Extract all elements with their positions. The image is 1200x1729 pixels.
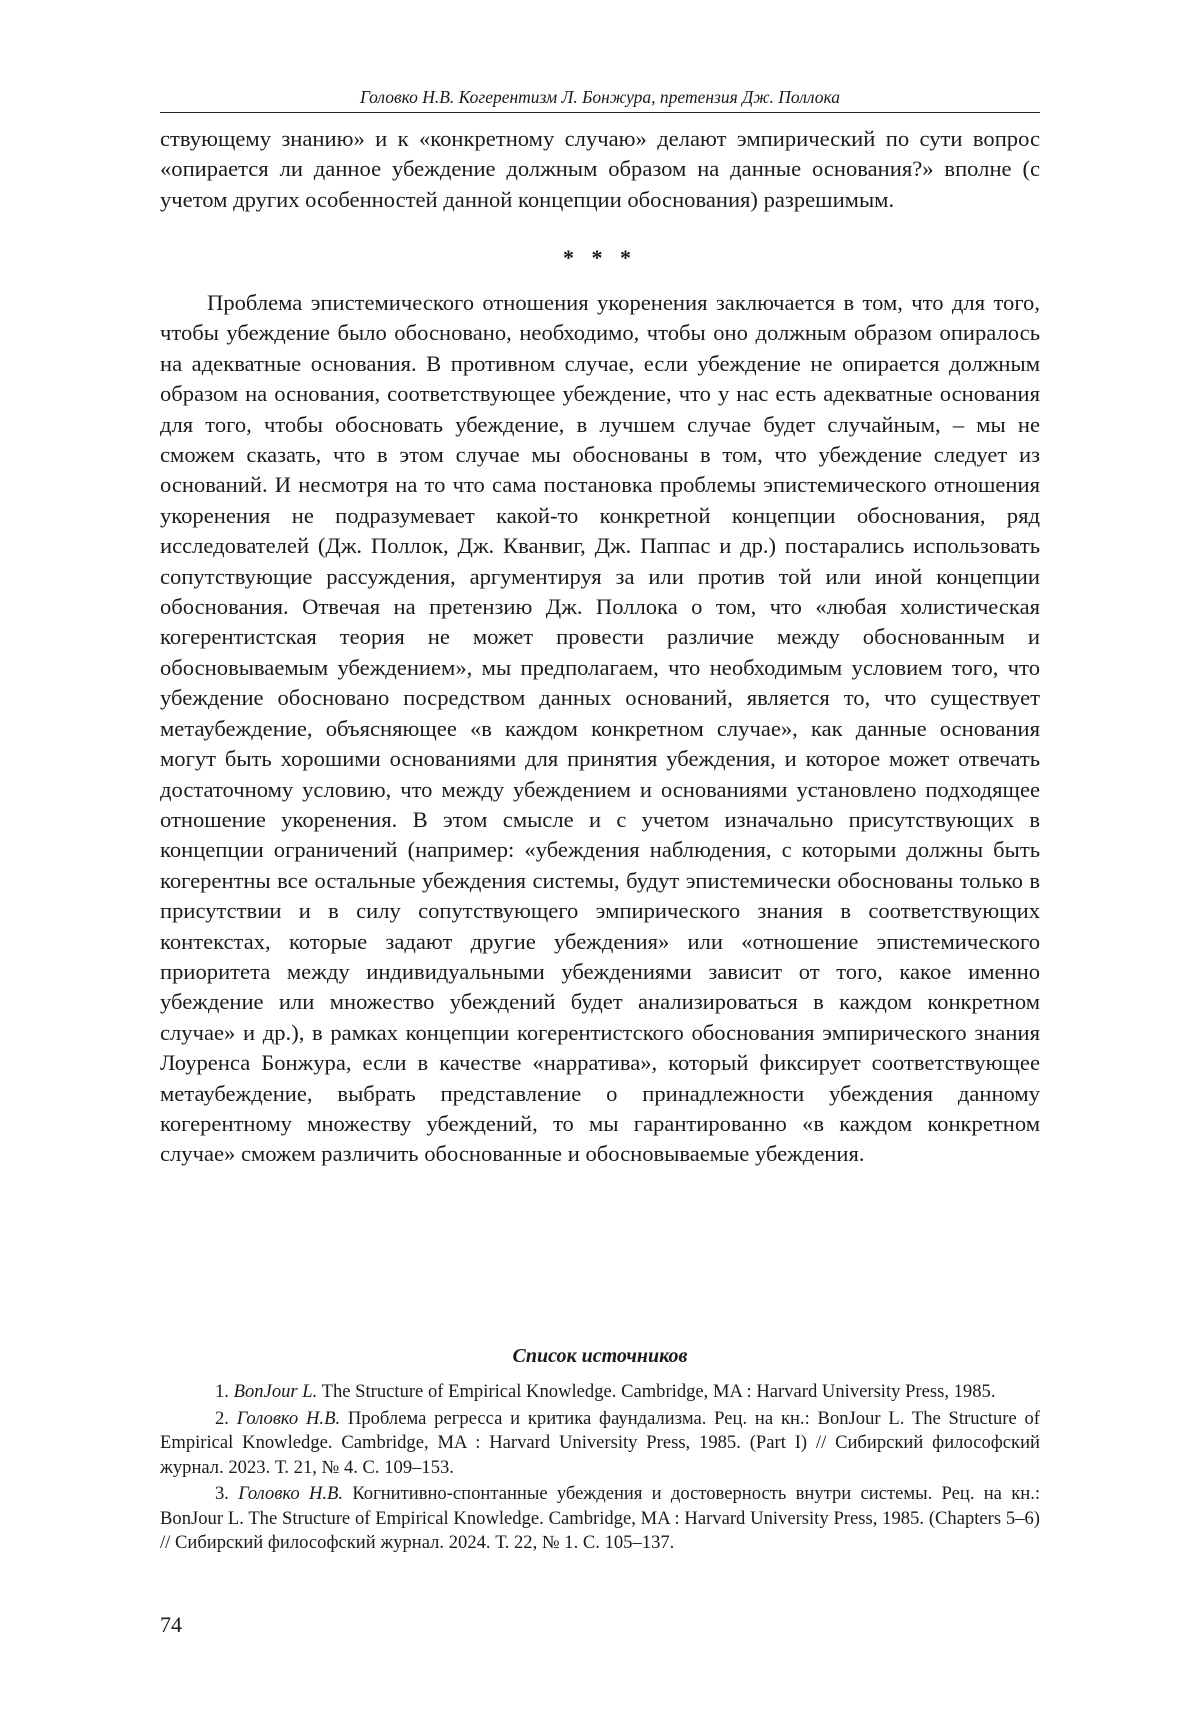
reference-text: Когнитивно-спонтанные убеждения и достоверность внутри системы. Рец. на кн.: BonJour L. The Structure of Empirical Knowledge. Cambridge, MA : Harvard University Press, 1985. (Chapters 5–6) // Сибирский философский журнал. 2024. Т. 22, № 1. С. 105–137. — [160, 1483, 1041, 1553]
reference-number: 1. — [215, 1381, 229, 1402]
reference-author: Головко Н.В. — [236, 1407, 341, 1429]
references-title: Список источников — [512, 1345, 688, 1367]
running-header: Головко Н.В. Когерентизм Л. Бонжура, претензия Дж. Поллока — [360, 87, 840, 107]
reference-text: Проблема регресса и критика фаундализма. Рец. на кн.: BonJour L. The Structure of Empirical Knowledge. Cambridge, MA : Harvard University Press, 1985. (Part I) // Сибирский философский журнал. 2023. Т. 21, № 4. С. 109–153. — [160, 1407, 1040, 1478]
section-divider: * * * — [563, 245, 637, 270]
page-number: 74 — [160, 1612, 182, 1637]
main-paragraph: Проблема эпистемического отношения укоренения заключается в том, что для того, чтобы убеждение было обосновано, необходимо, чтобы оно должным образом опиралось на адекватные основания. В противном случае, если убеждение не опирается должным образом на основания, соответствующее убеждение, что у нас есть адекватные основания для того, чтобы обосновать убеждение, в лучшем случае будет случайным, – мы не сможем сказать, что в этом случае мы обоснованы в том, что убеждение следует из оснований. И несмотря на то что сама постановка проблемы эпистемического отношения укоренения не подразумевает какой-то конкретной концепции обоснования, ряд исследователей (Дж. Поллок, Дж. Кванвиг, Дж. Паппас и др.) постарались использовать сопутствующие рассуждения, аргументируя за или против той или иной концепции обоснования. Отвечая на претензию Дж. Поллока о том, что «любая холистическая когерентистская теория не может провести различие между обоснованным и обосновываемым убеждением», мы предполагаем, что необходимым условием того, что убеждение обосновано посредством данных оснований, является то, что существует метаубеждение, объясняющее «в каждом конкретном случае», как данные основания могут быть хорошими основаниями для принятия убеждения, и которое может отвечать достаточному условию, что между убеждением и основаниями установлено подходящее отношение укоренения. В этом смысле и с учетом изначально присутствующих в концепции ограничений (например: «убеждения наблюдения, с которыми должны быть когерентны все остальные убеждения системы, будут эпистемически обоснованы только в присутствии и в силу сопутствующего эмпирического знания в соответствующих контекстах, которые задают другие убеждения» или «отношение эпистемического приоритета между индивидуальными убеждениями зависит от того, какое именно убеждение или множество убеждений будет анализироваться в каждом конкретном случае» и др.), в рамках концепции когерентистского обоснования эмпирического знания Лоуренса Бонжура, если в качестве «нарратива», который фиксирует соответствующее метаубеждение, выбрать представление о принадлежности убеждения данному когерентному множеству убеждений, то мы гарантированно «в каждом конкретном случае» сможем различить обоснованные и обосновываемые убеждения. — [160, 290, 1040, 1167]
reference-number: 2. — [215, 1407, 229, 1429]
header-rule — [160, 112, 1040, 113]
references-list — [160, 1380, 1040, 1558]
reference-item — [160, 1482, 1040, 1556]
reference-item — [160, 1407, 1040, 1481]
body-text-top — [160, 124, 1040, 215]
reference-number: 3. — [215, 1483, 229, 1504]
body-text-main — [160, 288, 1040, 1170]
reference-text: The Structure of Empirical Knowledge. Cambridge, MA : Harvard University Press, 1985. — [321, 1381, 996, 1402]
reference-author: BonJour L. — [233, 1381, 318, 1402]
reference-author: Головко Н.В. — [238, 1483, 344, 1504]
continuation-paragraph: ствующему знанию» и к «конкретному случаю» делают эмпирический по сути вопрос «опирается ли данное убеждение должным образом на данные основания?» вполне (с учетом других особенностей данной концепции обоснования) разрешимым. — [160, 126, 1040, 212]
reference-item — [160, 1380, 1040, 1405]
